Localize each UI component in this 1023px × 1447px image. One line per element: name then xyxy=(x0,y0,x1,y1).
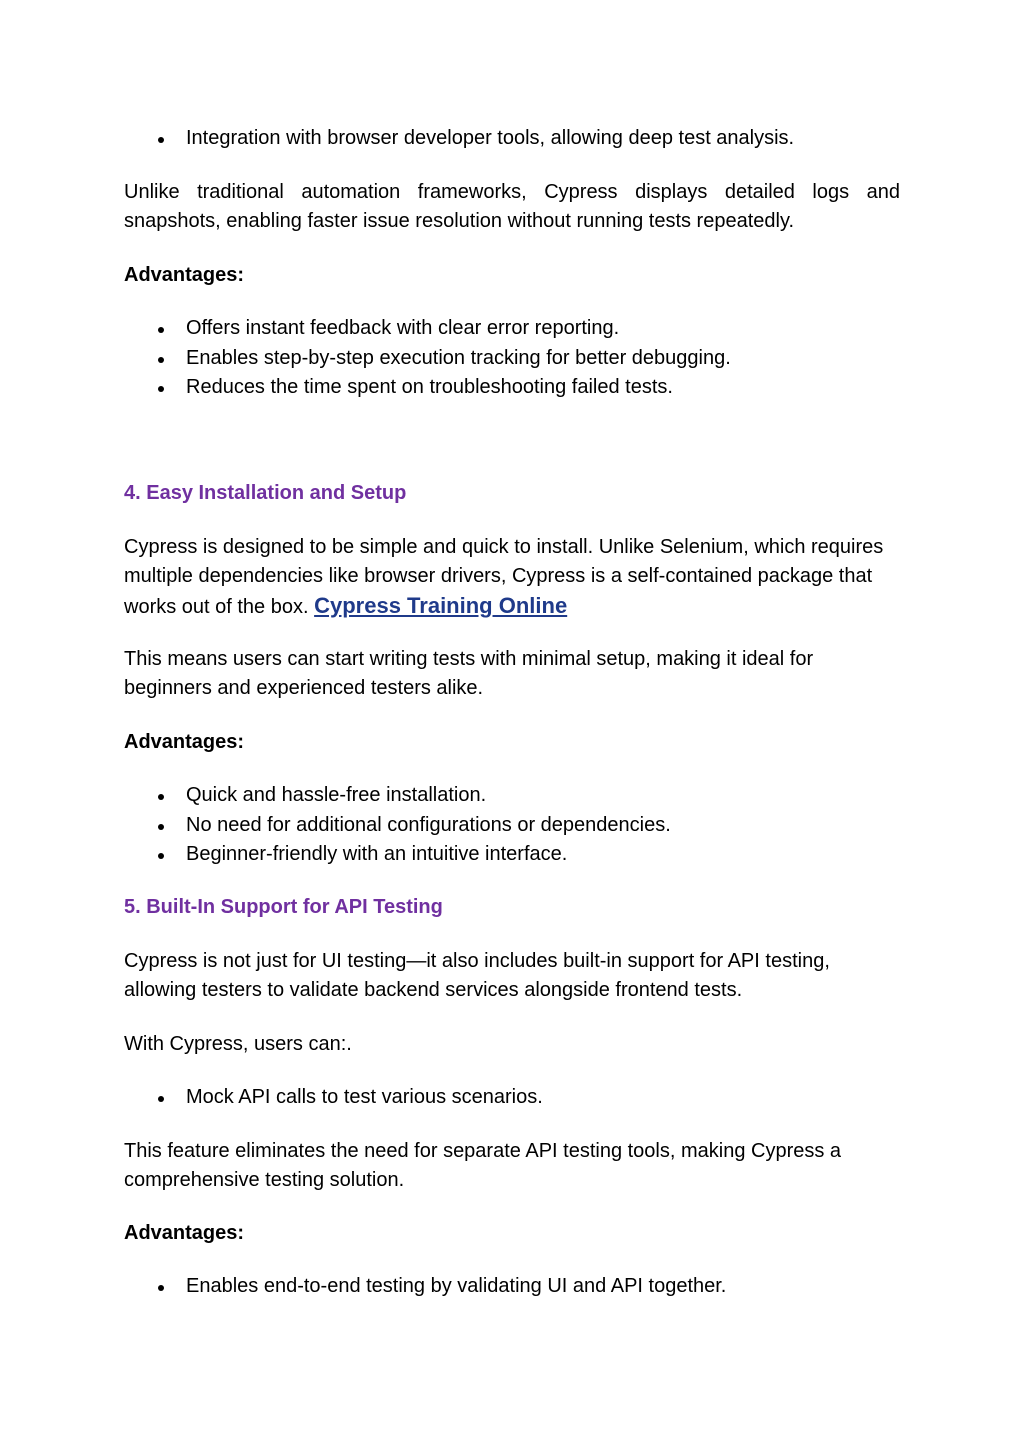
top-advantages-label: Advantages: xyxy=(124,264,245,286)
section-4-paragraph-1-text: Cypress is designed to be simple and quick to install. Unlike Selenium, which requires multiple dependencies like browser drivers, Cypress is a self-contained package that works out of the box. xyxy=(124,536,884,618)
list-item-text: Offers instant feedback with clear error reporting. xyxy=(186,317,620,339)
top-paragraph: Unlike traditional automation frameworks, Cypress displays detailed logs and snapshots, enabling faster issue resolution without running tests repeatedly. xyxy=(124,181,900,232)
bullet-dot-icon xyxy=(158,824,164,830)
section-5-paragraph-3: This feature eliminates the need for separate API testing tools, making Cypress a comprehensive testing solution. xyxy=(124,1140,842,1191)
bullet-dot-icon xyxy=(158,137,164,143)
list-item xyxy=(124,344,900,374)
list-item-text: No need for additional configurations or dependencies. xyxy=(186,813,671,836)
top-advantages-list xyxy=(124,314,900,403)
bullet-dot-icon xyxy=(158,794,164,800)
list-item xyxy=(124,1272,900,1302)
section-4-advantages-label: Advantages: xyxy=(124,731,245,753)
list-item xyxy=(124,373,900,403)
list-item-text: Mock API calls to test various scenarios. xyxy=(186,1086,543,1108)
list-item-text: Beginner-friendly with an intuitive interface. xyxy=(186,843,568,865)
section-4-advantages-list xyxy=(124,781,900,870)
list-item-text: Quick and hassle-free installation. xyxy=(186,784,487,806)
section-5-advantages-list xyxy=(124,1272,900,1302)
bullet-dot-icon xyxy=(158,357,164,363)
section-5-paragraph-2: With Cypress, users can:. xyxy=(124,1033,352,1055)
list-item-text: Integration with browser developer tools, allowing deep test analysis. xyxy=(186,127,795,149)
section-4-paragraph-2: This means users can start writing tests with minimal setup, making it ideal for beginners and experienced testers alike. xyxy=(124,648,814,699)
bullet-dot-icon xyxy=(158,1096,164,1102)
list-item xyxy=(124,124,900,154)
section-4-paragraph-1 xyxy=(124,533,900,622)
section-5-heading: 5. Built-In Support for API Testing xyxy=(124,896,443,918)
bullet-dot-icon xyxy=(158,1285,164,1291)
list-item xyxy=(124,1083,900,1113)
section-5-bullet-list xyxy=(124,1083,900,1113)
top-bullet-list xyxy=(124,124,900,154)
section-5-paragraph-1: Cypress is not just for UI testing—it also includes built-in support for API testing, allowing testers to validate backend services alongside frontend tests. xyxy=(124,950,830,1001)
list-item xyxy=(124,781,900,811)
section-5-advantages-label: Advantages: xyxy=(124,1222,245,1244)
list-item xyxy=(124,314,900,344)
list-item xyxy=(124,811,900,841)
section-4-heading: 4. Easy Installation and Setup xyxy=(124,482,407,504)
list-item-text: Reduces the time spent on troubleshooting failed tests. xyxy=(186,376,673,398)
bullet-dot-icon xyxy=(158,853,164,859)
bullet-dot-icon xyxy=(158,327,164,333)
list-item-text: Enables step-by-step execution tracking for better debugging. xyxy=(186,346,731,369)
list-item-text: Enables end-to-end testing by validating UI and API together. xyxy=(186,1275,727,1297)
bullet-dot-icon xyxy=(158,386,164,392)
list-item xyxy=(124,840,900,870)
cypress-training-link[interactable]: Cypress Training Online xyxy=(314,593,568,618)
